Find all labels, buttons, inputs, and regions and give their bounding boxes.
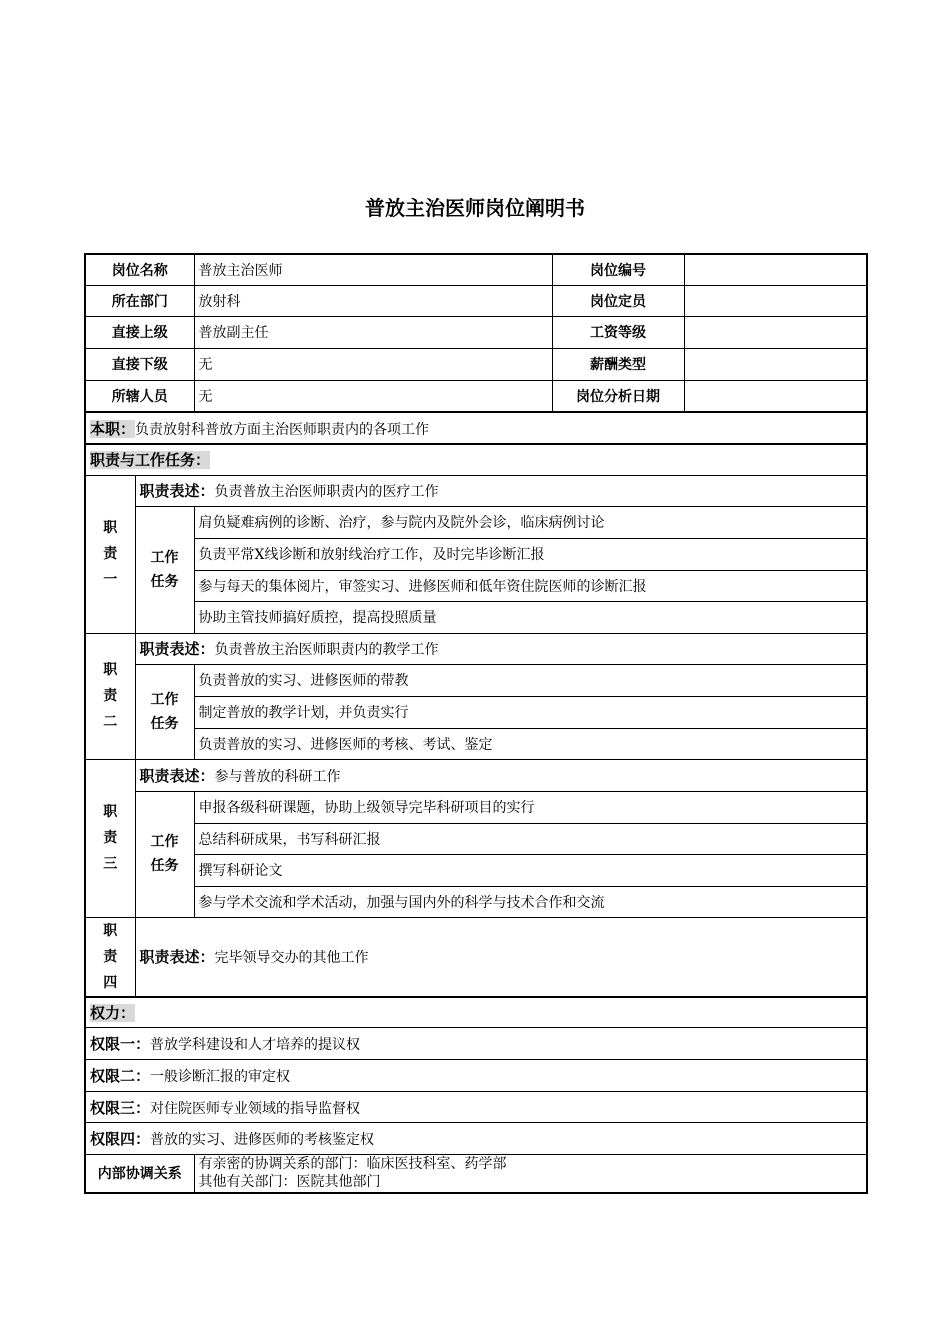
info-label: 岗位分析日期 (552, 380, 684, 412)
duty-desc: 负责普放主治医师职责内的教学工作 (214, 642, 439, 658)
task-row (85, 823, 867, 854)
task-item: 撰写科研论文 (194, 854, 867, 886)
duty-name: 职 责 四 (85, 917, 135, 997)
info-row (85, 348, 867, 380)
info-row (85, 380, 867, 412)
task-row (85, 791, 867, 823)
power-row (85, 1028, 867, 1060)
duties-header-row (85, 444, 867, 475)
task-item: 协助主管技师搞好质控，提高投照质量 (194, 601, 867, 633)
task-item: 参与学术交流和学术活动，加强与国内外的科学与技术合作和交流 (194, 886, 867, 917)
duty-desc: 完毕领导交办的其他工作 (214, 950, 369, 966)
duty-desc-row (85, 633, 867, 664)
info-label: 岗位定员 (552, 285, 684, 316)
power-label: 权限二： (90, 1067, 151, 1085)
info-row (85, 254, 867, 285)
info-row (85, 285, 867, 316)
page-title: 普放主治医师岗位阐明书 (365, 196, 585, 220)
info-label: 所在部门 (85, 285, 194, 316)
info-value: 无 (194, 380, 552, 412)
power-label: 权限三： (90, 1098, 151, 1117)
duty-desc-label: 职责表述： (139, 640, 215, 658)
duties-header: 职责与工作任务： (90, 451, 211, 470)
coordination-label: 内部协调关系 (85, 1155, 194, 1193)
power-label: 权限一： (90, 1035, 151, 1053)
coordination-row (85, 1155, 867, 1193)
duty-desc-row (85, 475, 867, 506)
task-row (85, 538, 867, 570)
coordination-line: 有亲密的协调关系的部门：临床医技科室、药学部 (198, 1156, 507, 1173)
power-row (85, 1123, 867, 1155)
task-label: 工作 任务 (135, 506, 194, 633)
task-item: 负责平常X线诊断和放射线治疗工作，及时完毕诊断汇报 (194, 538, 867, 570)
info-label: 岗位名称 (85, 254, 194, 285)
info-value: 无 (194, 348, 552, 380)
info-label: 所辖人员 (85, 380, 194, 412)
power-row (85, 1060, 867, 1092)
duty-desc-row (85, 917, 867, 997)
info-value (684, 254, 867, 285)
job-description-table (84, 253, 868, 1194)
info-value: 普放主治医师 (194, 254, 552, 285)
duty-desc-label: 职责表述： (139, 948, 215, 966)
task-row (85, 570, 867, 601)
power-header: 权力： (90, 1003, 136, 1022)
duty-desc: 负责普放主治医师职责内的医疗工作 (214, 484, 439, 500)
power-row (85, 1092, 867, 1123)
coordination-line: 其他有关部门：医院其他部门 (198, 1174, 381, 1191)
info-label: 岗位编号 (552, 254, 684, 285)
task-row (85, 506, 867, 538)
info-value (684, 316, 867, 348)
info-value (684, 285, 867, 316)
duty-name: 职 责 二 (85, 633, 135, 759)
task-row (85, 696, 867, 728)
task-item: 参与每天的集体阅片，审签实习、进修医师和低年资住院医师的诊断汇报 (194, 570, 867, 601)
task-row (85, 854, 867, 886)
benzhi-label: 本职： (90, 419, 136, 438)
task-item: 肩负疑难病例的诊断、治疗，参与院内及院外会诊，临床病例讨论 (194, 506, 867, 538)
info-label: 直接上级 (85, 316, 194, 348)
task-item: 制定普放的教学计划，并负责实行 (194, 696, 867, 728)
info-value (684, 348, 867, 380)
info-label: 直接下级 (85, 348, 194, 380)
power-text: 普放的实习、进修医师的考核鉴定权 (150, 1132, 375, 1148)
task-label: 工作 任务 (135, 664, 194, 759)
task-item: 总结科研成果，书写科研汇报 (194, 823, 867, 854)
info-value: 放射科 (194, 285, 552, 316)
task-row (85, 601, 867, 633)
task-item: 申报各级科研课题，协助上级领导完毕科研项目的实行 (194, 791, 867, 823)
power-header-row (85, 997, 867, 1028)
duty-desc: 参与普放的科研工作 (214, 768, 341, 785)
benzhi-text: 负责放射科普放方面主治医师职责内的各项工作 (135, 421, 430, 438)
power-text: 一般诊断汇报的审定权 (150, 1069, 291, 1085)
duty-desc-label: 职责表述： (139, 482, 215, 500)
task-item: 负责普放的实习、进修医师的带教 (194, 664, 867, 696)
duty-desc-label: 职责表述： (139, 766, 215, 785)
power-text: 对住院医师专业领域的指导监督权 (150, 1100, 361, 1117)
task-row (85, 728, 867, 759)
power-text: 普放学科建设和人才培养的提议权 (150, 1037, 361, 1053)
info-label: 工资等级 (552, 316, 684, 348)
duty-name: 职 责 三 (85, 759, 135, 917)
info-value (684, 380, 867, 412)
info-label: 薪酬类型 (552, 348, 684, 380)
info-value: 普放副主任 (194, 316, 552, 348)
info-row (85, 316, 867, 348)
task-label: 工作 任务 (135, 791, 194, 917)
duty-desc-row (85, 759, 867, 791)
task-row (85, 886, 867, 917)
task-row (85, 664, 867, 696)
power-label: 权限四： (90, 1130, 151, 1148)
duty-name: 职 责 一 (85, 475, 135, 633)
benzhi-row (85, 412, 867, 444)
task-item: 负责普放的实习、进修医师的考核、考试、鉴定 (194, 728, 867, 759)
